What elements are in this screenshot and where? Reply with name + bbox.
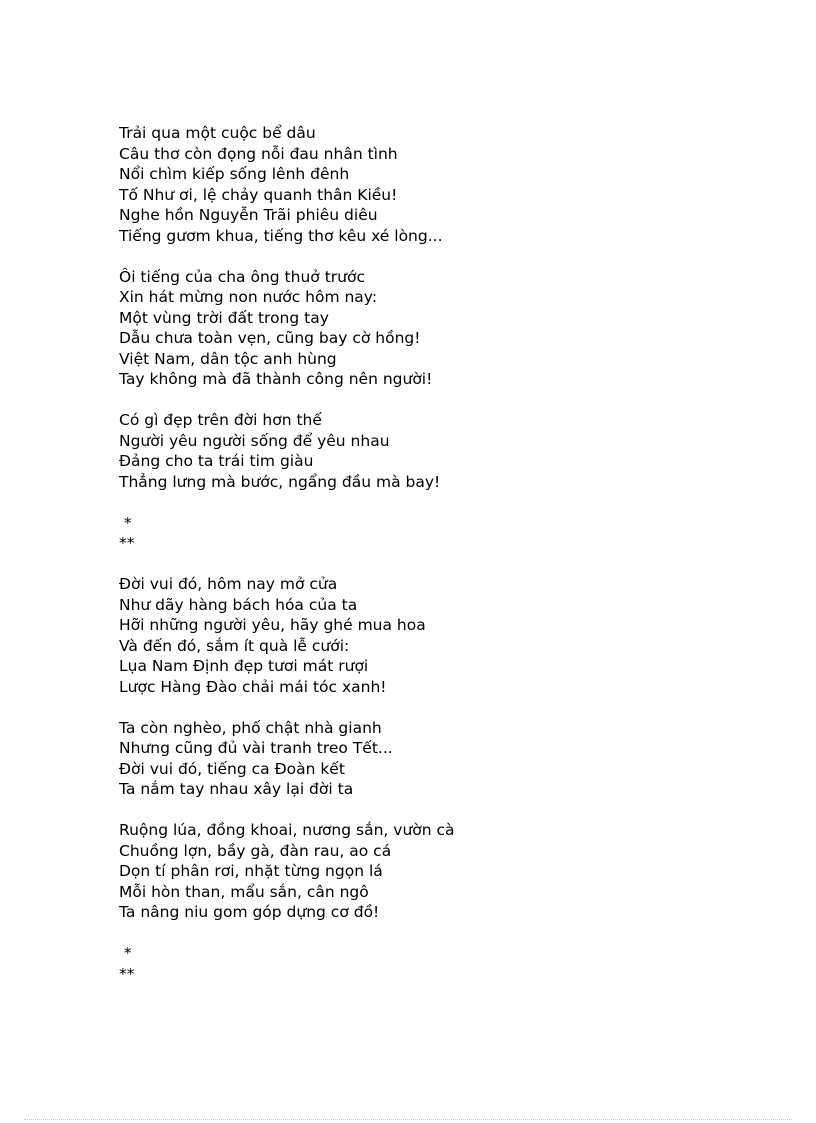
poem-line: Đời vui đó, tiếng ca Đoàn kết [119, 759, 345, 778]
stanza-4 [119, 574, 779, 697]
poem-line: Nghe hồn Nguyễn Trãi phiêu diêu [119, 206, 378, 224]
poem-line: Hỡi những người yêu, hãy ghé mua hoa [119, 616, 426, 634]
poem-line: Tố Như ơi, lệ chảy quanh thân Kiều! [119, 185, 398, 204]
page-bottom-divider [24, 1119, 792, 1120]
poem-line: Tiếng gươm khua, tiếng thơ kêu xé lòng... [119, 226, 443, 245]
poem-line: Dọn tí phân rơi, nhặt từng ngọn lá [119, 862, 383, 880]
poem-line: Trải qua một cuộc bể dâu [119, 124, 316, 142]
stanza-3 [119, 410, 779, 492]
poem-line: Ôi tiếng của cha ông thuở trước [119, 267, 365, 286]
poem-line: Ta nâng niu gom góp dựng cơ đồ! [119, 903, 380, 921]
poem-line: Nhưng cũng đủ vài tranh treo Tết... [119, 739, 393, 757]
poem-line: Xin hát mừng non nước hôm nay: [119, 288, 378, 306]
poem-line: Chuồng lợn, bầy gà, đàn rau, ao cá [119, 841, 392, 860]
poem-line: Một vùng trời đất trong tay [119, 308, 329, 327]
poem-line: Đảng cho ta trái tim giàu [119, 452, 314, 470]
stanza-1 [119, 123, 779, 246]
poem-line: Tay không mà đã thành công nên người! [119, 370, 433, 388]
stanza-5 [119, 718, 779, 800]
poem-line: Thẳng lưng mà bước, ngẩng đầu mà bay! [119, 472, 441, 491]
separator-line: * [119, 944, 132, 962]
stanza-2 [119, 267, 779, 390]
poem-line: Như dãy hàng bách hóa của ta [119, 595, 358, 614]
poem-line: Ta nắm tay nhau xây lại đời ta [119, 780, 354, 798]
poem-line: Và đến đó, sắm ít quà lễ cưới: [119, 636, 350, 655]
poem-line: Câu thơ còn đọng nỗi đau nhân tình [119, 144, 398, 163]
separator-line: * [119, 513, 132, 532]
poem-line: Lược Hàng Đào chải mái tóc xanh! [119, 677, 387, 696]
poem-line: Đời vui đó, hôm nay mở cửa [119, 575, 338, 593]
poem-text [119, 123, 779, 1005]
stanza-6 [119, 820, 779, 923]
separator-line: ** [119, 964, 135, 983]
poem-line: Dẫu chưa toàn vẹn, cũng bay cờ hồng! [119, 329, 421, 347]
poem-line: Người yêu người sống để yêu nhau [119, 431, 390, 450]
separator-line: ** [119, 534, 135, 552]
section-separator [119, 513, 779, 554]
poem-line: Lụa Nam Định đẹp tươi mát rượi [119, 657, 369, 675]
poem-line: Việt Nam, dân tộc anh hùng [119, 349, 337, 368]
poem-line: Ta còn nghèo, phố chật nhà gianh [119, 718, 382, 737]
poem-line: Nổi chìm kiếp sống lênh đênh [119, 165, 350, 183]
poem-line: Có gì đẹp trên đời hơn thế [119, 411, 322, 429]
section-separator [119, 943, 779, 984]
poem-line: Mỗi hòn than, mẩu sắn, cân ngô [119, 882, 369, 901]
poem-line: Ruộng lúa, đồng khoai, nương sắn, vườn cà [119, 821, 455, 839]
